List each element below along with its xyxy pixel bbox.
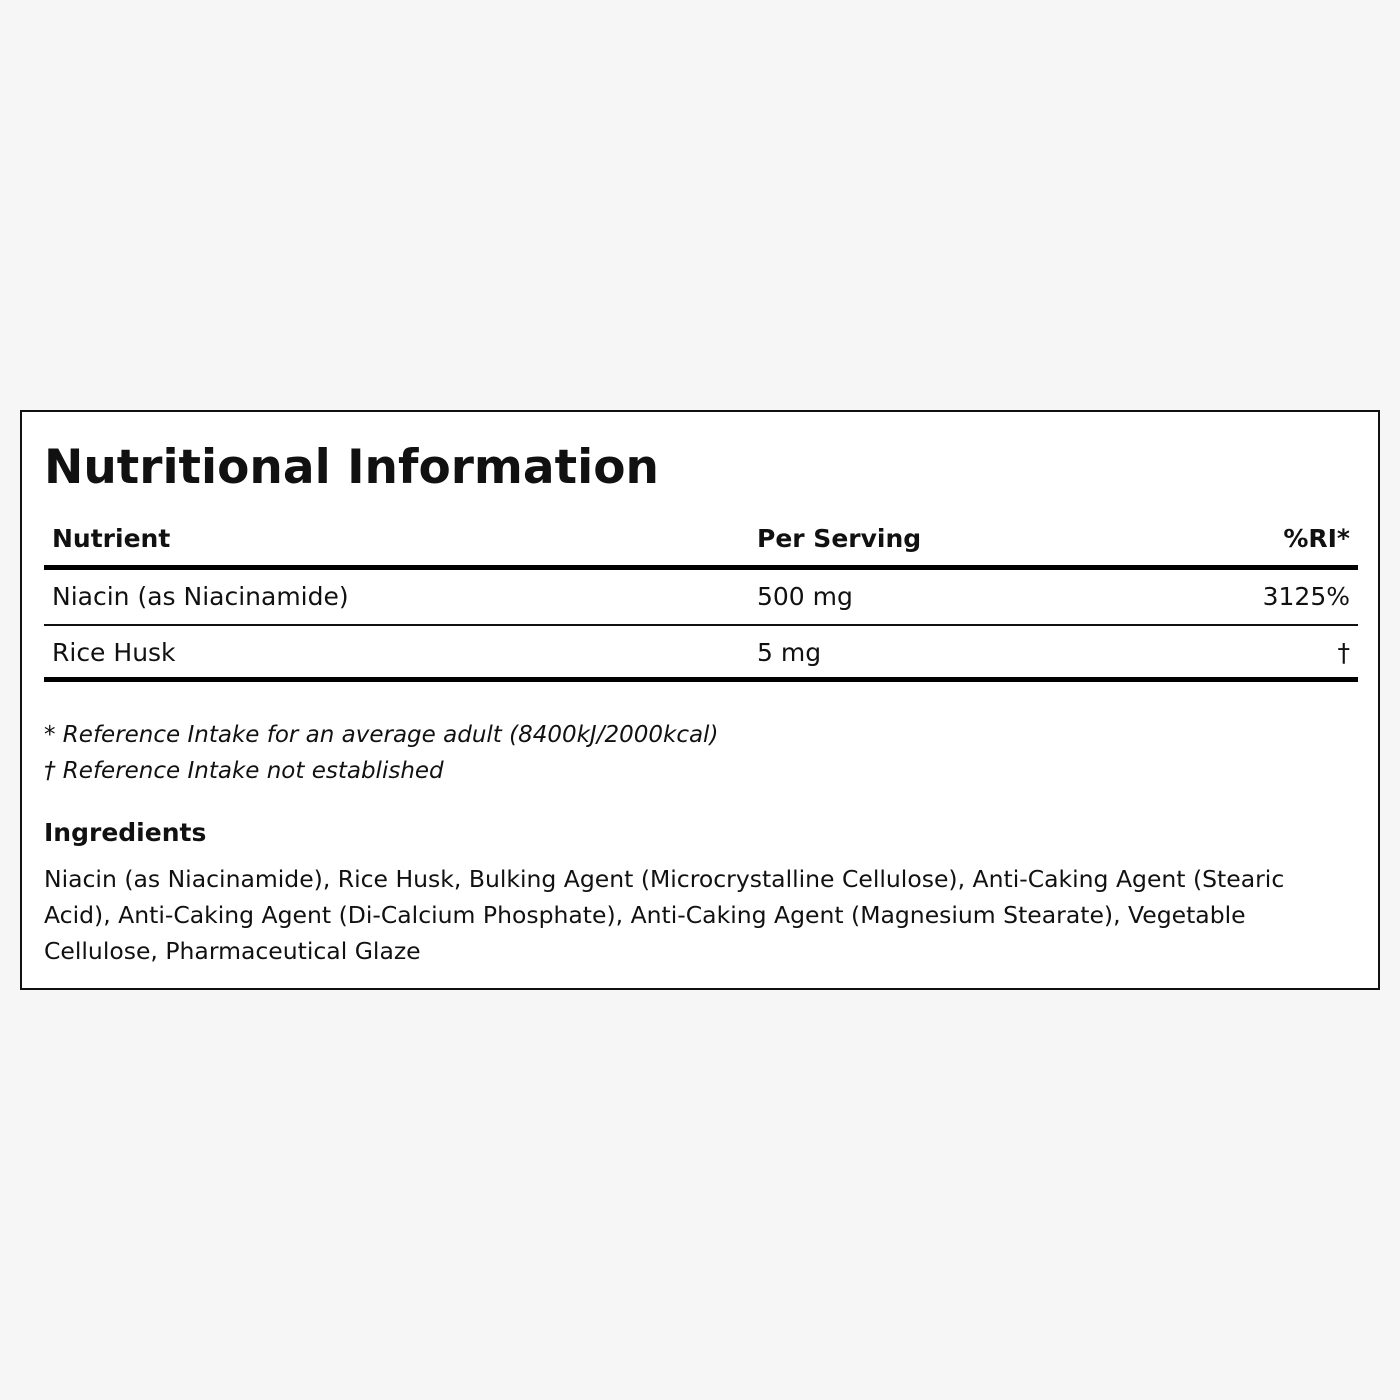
ri-value: 3125%	[1262, 582, 1350, 611]
ingredients-list: Niacin (as Niacinamide), Rice Husk, Bulking Agent (Microcrystalline Cellulose), Anti-Caking Agent (Stearic Acid), Anti-Caking Agent (Di-Calcium Phosphate), Anti-Caking Agent (Magnesium Stearate), Vegetable Cellulose, Pharmaceutical Glaze	[44, 865, 1285, 965]
footnote-not-established: † Reference Intake not established	[44, 758, 444, 784]
table-header-row	[44, 512, 1358, 570]
nutrient-name: Rice Husk	[52, 638, 176, 667]
nutrient-name: Niacin (as Niacinamide)	[52, 582, 349, 611]
page-title: Nutritional Information	[44, 440, 659, 495]
table-row	[44, 626, 1358, 682]
ri-value: †	[1337, 638, 1350, 667]
table-row	[44, 570, 1358, 626]
nutrition-table	[44, 512, 1358, 682]
nutrition-panel	[20, 410, 1380, 990]
per-serving-value: 500 mg	[757, 582, 853, 611]
footnote-reference-intake: * Reference Intake for an average adult (8400kJ/2000kcal)	[44, 722, 719, 748]
column-header-nutrient: Nutrient	[52, 524, 171, 553]
ingredients-heading: Ingredients	[44, 818, 207, 847]
column-header-ri: %RI*	[1283, 524, 1350, 553]
footnotes	[44, 717, 718, 789]
per-serving-value: 5 mg	[757, 638, 822, 667]
column-header-per-serving: Per Serving	[757, 524, 922, 553]
